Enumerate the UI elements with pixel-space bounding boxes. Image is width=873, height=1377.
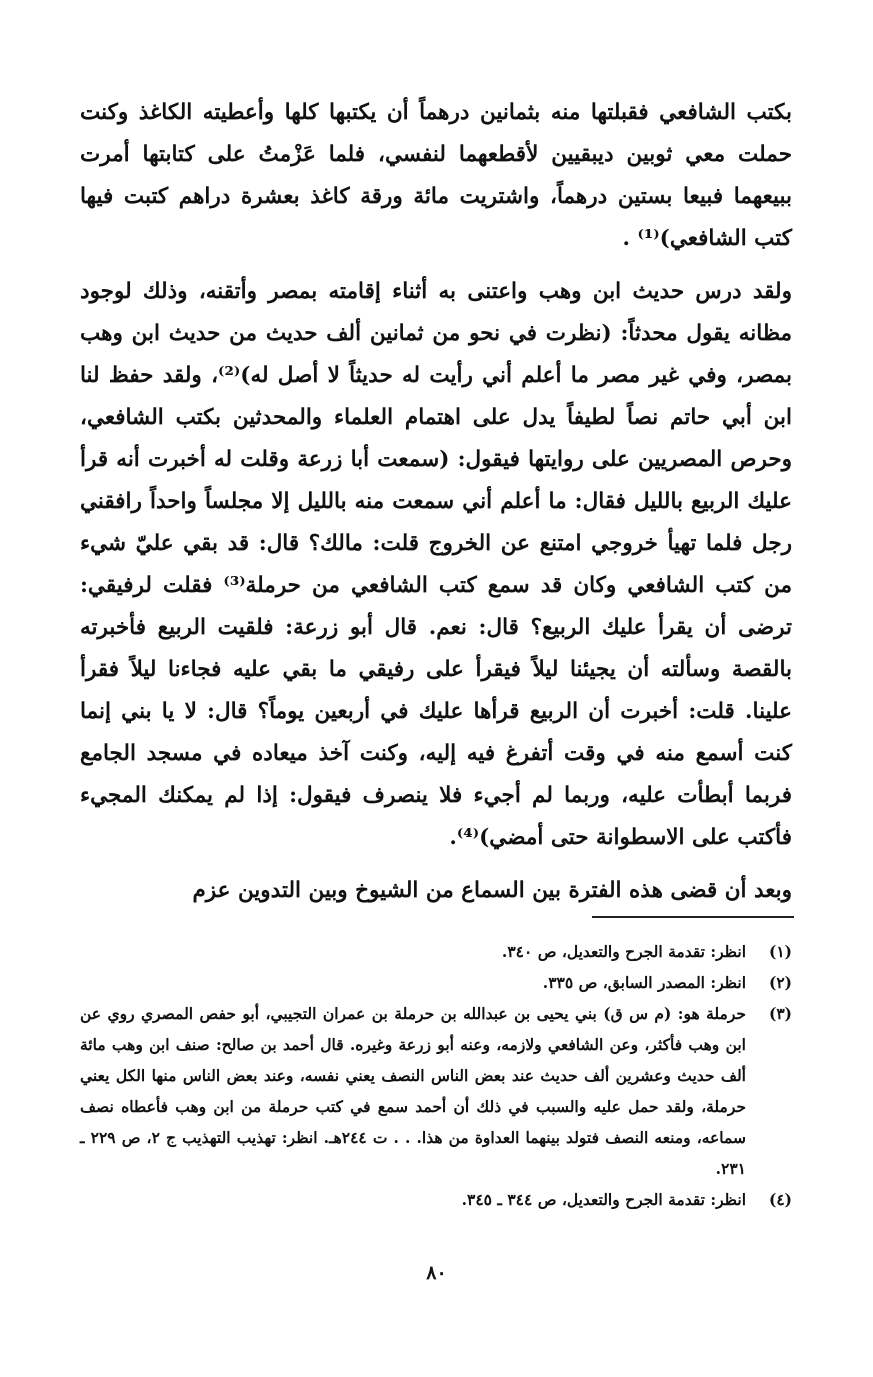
paragraph-1: بكتب الشافعي فقبلتها منه بثمانين درهماً أن يكتبها كلها وأعطيته الكاغذ وكنت حملت معي ثوبين ديبقيين لأقطعهما لنفسي، فلما عَزْمتُ على كتابتها أمرت ببيعهما فبيعا بستين درهماً، واشتريت مائة ورقة كاغذ بعشرة دراهم كتبت فيها كتب الشافعي)⁽¹⁾ . xyxy=(80,100,792,251)
footnote-4 xyxy=(80,1184,792,1215)
footnote-text: انظر: تقدمة الجرح والتعديل، ص ٣٤٤ ـ ٣٤٥. xyxy=(461,1190,746,1209)
footnote-divider xyxy=(592,916,794,918)
footnote-number: (٣) xyxy=(768,1004,792,1023)
paragraph-3: وبعد أن قضى هذه الفترة بين السماع من الشيوخ وبين التدوين عزم xyxy=(192,878,792,903)
footnote-text: انظر: المصدر السابق، ص ٣٣٥. xyxy=(542,973,746,992)
footnote-number: (٤) xyxy=(768,1190,792,1209)
footnote-text: حرملة هو: (م س ق) بني يحيى بن عبدالله بن حرملة بن عمران التجيبي، أبو حفص المصري روي عن ابن وهب فأكثر، وعن الشافعي ولازمه، وعنه أبو زرعة وغيره. قال أحمد بن صالح: صنف ابن وهب مائة ألف حديث وعشرين ألف حديث عند بعض الناس النصف يعني نفسه، وعند بعض الناس منها الكل يعني حرملة، ولقد حمل عليه والسبب في ذلك أن أحمد سمع في كتب حرملة من ابن وهب فأعطاه نصف سماعه، ومنعه النصف فتولد بينهما العداوة من هذا. . . ت ٢٤٤هـ. انظر: تهذيب التهذيب ج ٢، ص ٢٢٩ ـ ٢٣١. xyxy=(80,1004,746,1178)
footnote-1 xyxy=(80,936,792,967)
footnotes xyxy=(80,936,792,1215)
footnote-3 xyxy=(80,998,792,1184)
footnote-text: انظر: تقدمة الجرح والتعديل، ص ٣٤٠. xyxy=(501,942,746,961)
footnote-2 xyxy=(80,967,792,998)
page-number: ٨٠ xyxy=(426,1262,447,1284)
footnote-number: (١) xyxy=(768,942,792,961)
main-text xyxy=(80,92,792,912)
paragraph-2: ولقد درس حديث ابن وهب واعتنى به أثناء إقامته بمصر وأتقنه، وذلك لوجود مظانه يقول محدثاً: (نظرت في نحو من ثمانين ألف حديث من حديث ابن وهب بمصر، وفي غير مصر ما أعلم أني رأيت له حديثاً لا أصل له)⁽²⁾، ولقد حفظ لنا ابن أبي حاتم نصاً لطيفاً يدل على اهتمام العلماء والمحدثين بكتب الشافعي، وحرص المصريين على روايتها فيقول: (سمعت أبا زرعة وقلت له أخبرت أنه قرأ عليك الربيع بالليل فقال: ما أعلم أني سمعت منه بالليل إلا مجلساً واحداً رافقني رجل فلما تهيأ خروجي امتنع عن الخروج قلت: مالك؟ قال: قد بقي عليّ شيء من كتب الشافعي وكان قد سمع كتب الشافعي من حرملة⁽³⁾ فقلت لرفيقي: ترضى أن يقرأ عليك الربيع؟ قال: نعم. قال أبو زرعة: فلقيت الربيع فأخبرته بالقصة وسألته أن يجيئنا ليلاً فيقرأ على رفيقي ما بقي عليه فجاءنا ليلاً فقرأ علينا. قلت: أخبرت أن الربيع قرأها عليك في أربعين يوماً؟ قال: لا يا بني إنما كنت أسمع منه في وقت أتفرغ فيه إليه، وكنت آخذ ميعاده في مسجد الجامع فربما أبطأت عليه، وربما لم أجيء فلا ينصرف فيقول: إذا لم يمكنك المجيء فأكتب على الاسطوانة حتى أمضي)⁽⁴⁾. xyxy=(80,279,793,850)
footnote-number: (٢) xyxy=(768,973,792,992)
